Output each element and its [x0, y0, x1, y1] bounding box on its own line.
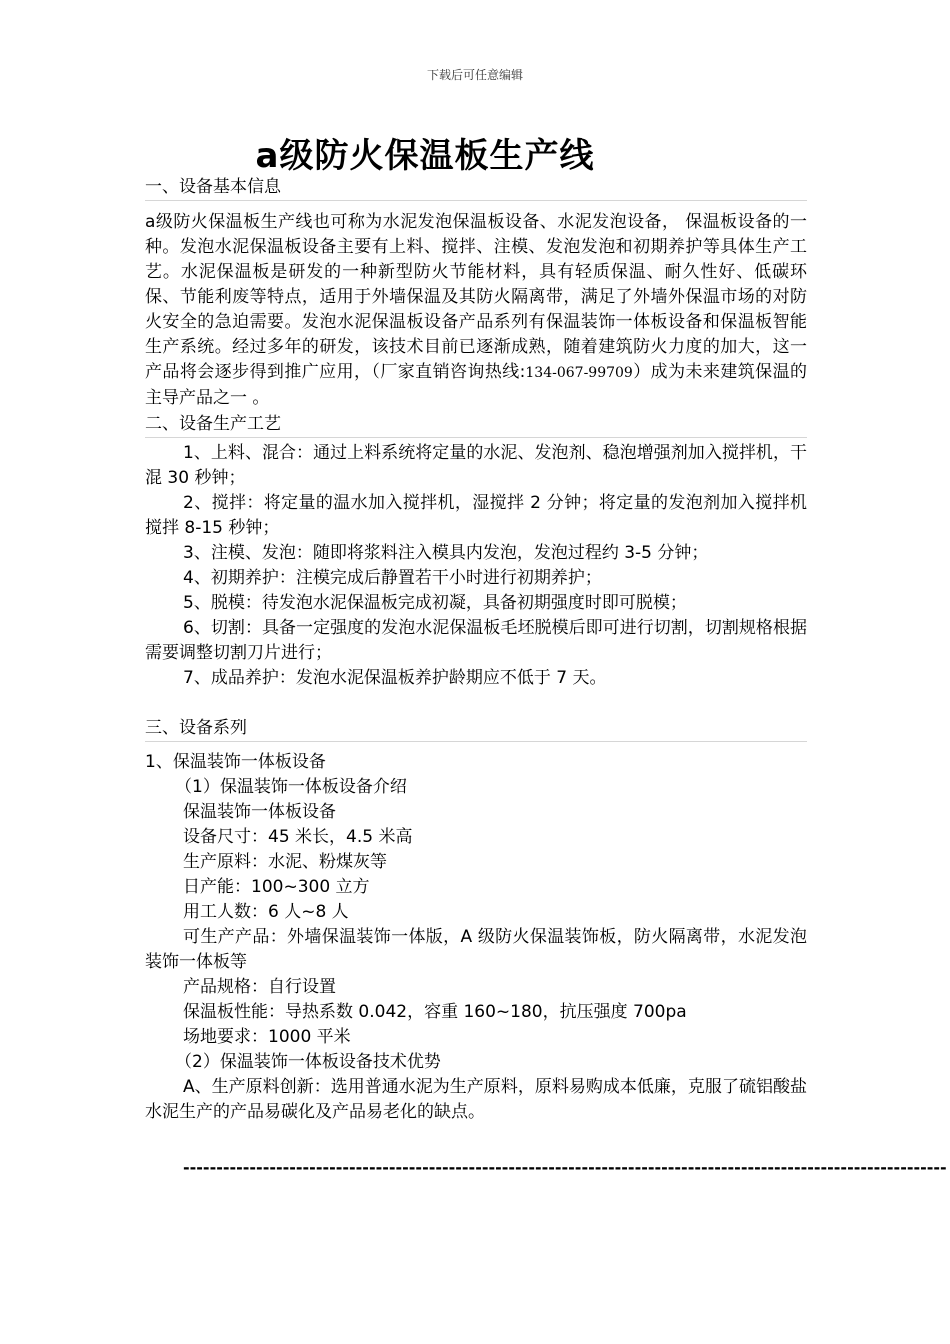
- spec-line: 设备尺寸：45 米长，4.5 米高: [183, 827, 413, 847]
- equipment-intro-title: （1）保温装饰一体板设备介绍: [175, 777, 407, 797]
- document-body: [145, 174, 807, 1125]
- section-heading-basic-info: 一、设备基本信息: [145, 174, 807, 201]
- spec-line: 保温装饰一体板设备: [183, 802, 336, 822]
- process-step: 2、搅拌：将定量的温水加入搅拌机，湿搅拌 2 分钟；将定量的发泡剂加入搅拌机搅拌 8-15 秒钟；: [145, 493, 807, 538]
- document-title: a级防火保温板生产线: [255, 136, 595, 176]
- spec-line: 保温板性能：导热系数 0.042，容重 160~180，抗压强度 700pa: [183, 1002, 687, 1022]
- basic-info-text-end: ）成为未来建筑保温的主导产品之一 。: [145, 362, 808, 408]
- hotline-number: 134-067-99709: [525, 365, 633, 381]
- spec-line: 场地要求：1000 平米: [183, 1027, 351, 1047]
- section-heading-process: 二、设备生产工艺: [145, 411, 807, 438]
- basic-info-paragraph: [145, 210, 807, 411]
- process-step: 6、切割：具备一定强度的发泡水泥保温板毛坯脱模后即可进行切割，切割规格根据需要调整切割刀片进行；: [145, 618, 807, 663]
- spec-line: 用工人数：6 人~8 人: [183, 902, 349, 922]
- process-step: 5、脱模：待发泡水泥保温板完成初凝，具备初期强度时即可脱模；: [183, 593, 687, 613]
- process-step: 3、注模、发泡：随即将浆料注入模具内发泡，发泡过程约 3-5 分钟；: [183, 543, 709, 563]
- series-subtitle: 1、保温装饰一体板设备: [145, 752, 326, 772]
- spec-line: 产品规格：自行设置: [183, 977, 336, 997]
- spec-line: 日产能：100~300 立方: [183, 877, 370, 897]
- advantages-title: （2）保温装饰一体板设备技术优势: [175, 1052, 441, 1072]
- process-step: 4、初期养护：注模完成后静置若干小时进行初期养护；: [183, 568, 602, 588]
- section-heading-series: 三、设备系列: [145, 715, 807, 742]
- basic-info-text: a级防火保温板生产线也可称为水泥发泡保温板设备、水泥发泡设备， 保温板设备的一种。发泡水泥保温板设备主要有上料、搅拌、注模、发泡发泡和初期养护等具体生产工艺。水泥保温板是研发的一种新型防火节能材料，具有轻质保温、耐久性好、低碳环保、节能利废等特点，适用于外墙保温及其防火隔离带，满足了外墙外保温市场的对防火安全的急迫需要。发泡水泥保温板设备产品系列有保温装饰一体板设备和保温板智能生产系统。经过多年的研发，该技术目前已逐渐成熟，随着建筑防火力度的加大，这一产品将会逐步得到推广应用，（厂家直销咨询热线:: [145, 212, 807, 382]
- process-step: 1、上料、混合：通过上料系统将定量的水泥、发泡剂、稳泡增强剂加入搅拌机，干混 30 秒钟；: [145, 443, 807, 488]
- products-line: 可生产产品：外墙保温装饰一体版，A 级防火保温装饰板，防火隔离带，水泥发泡装饰一体板等: [145, 927, 807, 972]
- spec-line: 生产原料：水泥、粉煤灰等: [183, 852, 387, 872]
- header-note: 下载后可任意编辑: [426, 68, 523, 82]
- advantage-a: A、生产原料创新：选用普通水泥为生产原料，原料易购成本低廉，克服了硫铝酸盐水泥生产的产品易碳化及产品易老化的缺点。: [145, 1077, 807, 1122]
- process-step: 7、成品养护：发泡水泥保温板养护龄期应不低于 7 天。: [183, 668, 607, 688]
- dashed-divider: -------------------------------------------------------------------------------------------------------------------: [183, 1158, 947, 1177]
